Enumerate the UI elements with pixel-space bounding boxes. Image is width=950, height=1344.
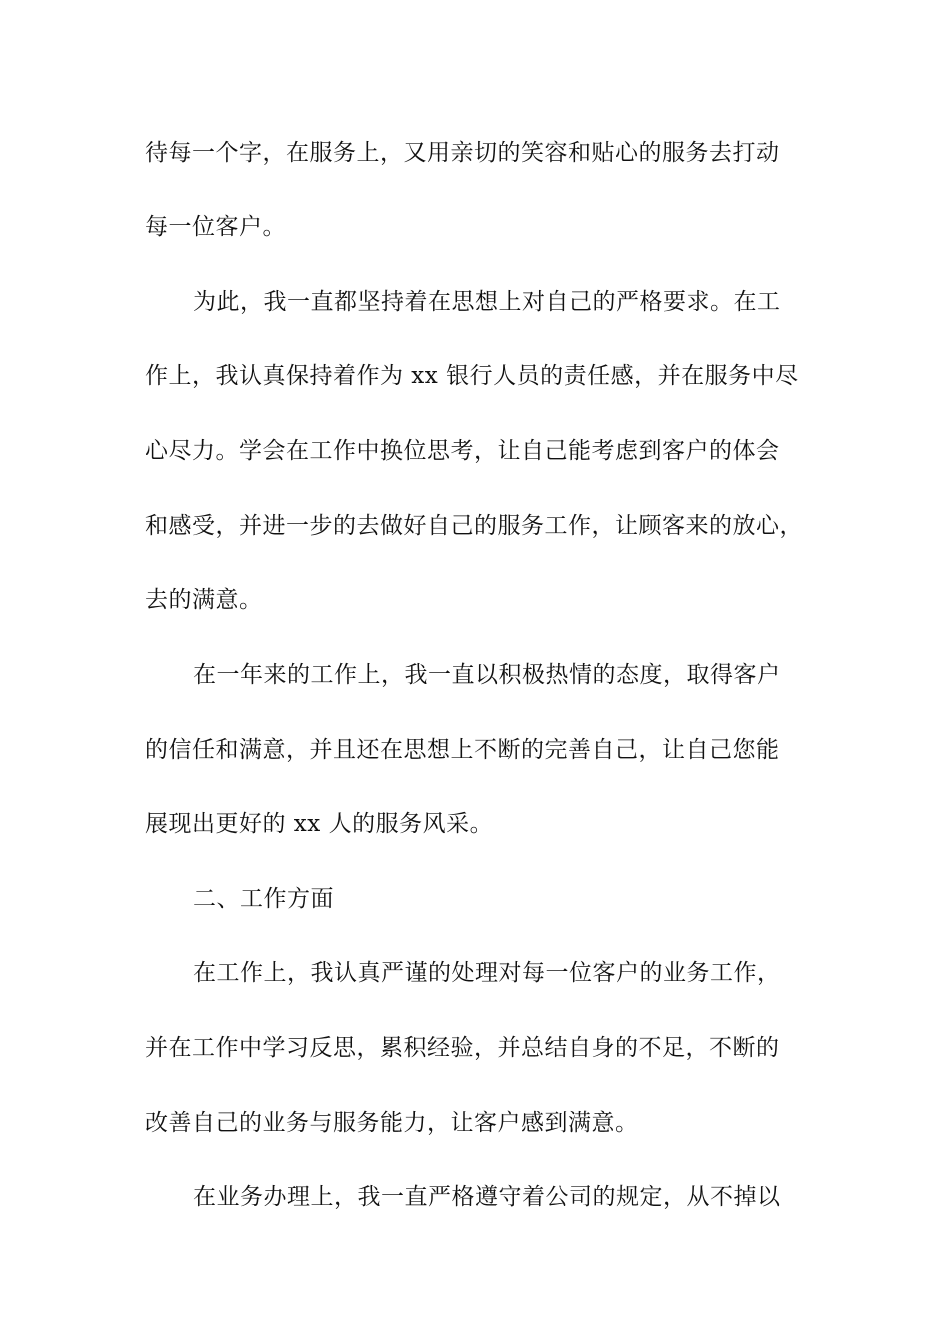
text-line: 展现出更好的 xx 人的服务风采。	[145, 811, 494, 837]
text-line: 和感受，并进一步的去做好自己的服务工作，让顾客来的放心，	[145, 513, 803, 539]
text-line: 作上，我认真保持着作为 xx 银行人员的责任感，并在服务中尽	[145, 363, 799, 389]
text-line: 待每一个字，在服务上，又用亲切的笑容和贴心的服务去打动	[145, 140, 780, 166]
text-line: 心尽力。学会在工作中换位思考，让自己能考虑到客户的体会	[145, 438, 780, 464]
section-heading: 二、工作方面	[193, 886, 334, 912]
paragraph-start-line: 在工作上，我认真严谨的处理对每一位客户的业务工作，	[193, 960, 781, 986]
text-line: 改善自己的业务与服务能力，让客户感到满意。	[145, 1110, 639, 1136]
paragraph-start-line: 为此，我一直都坚持着在思想上对自己的严格要求。在工	[193, 289, 781, 315]
text-line: 的信任和满意，并且还在思想上不断的完善自己，让自己您能	[145, 737, 780, 763]
text-line: 每一位客户。	[145, 214, 286, 240]
text-line: 并在工作中学习反思，累积经验，并总结自身的不足，不断的	[145, 1035, 780, 1061]
paragraph-start-line: 在业务办理上，我一直严格遵守着公司的规定，从不掉以	[193, 1184, 781, 1210]
paragraph-start-line: 在一年来的工作上，我一直以积极热情的态度，取得客户	[193, 662, 781, 688]
text-line: 去的满意。	[145, 587, 263, 613]
